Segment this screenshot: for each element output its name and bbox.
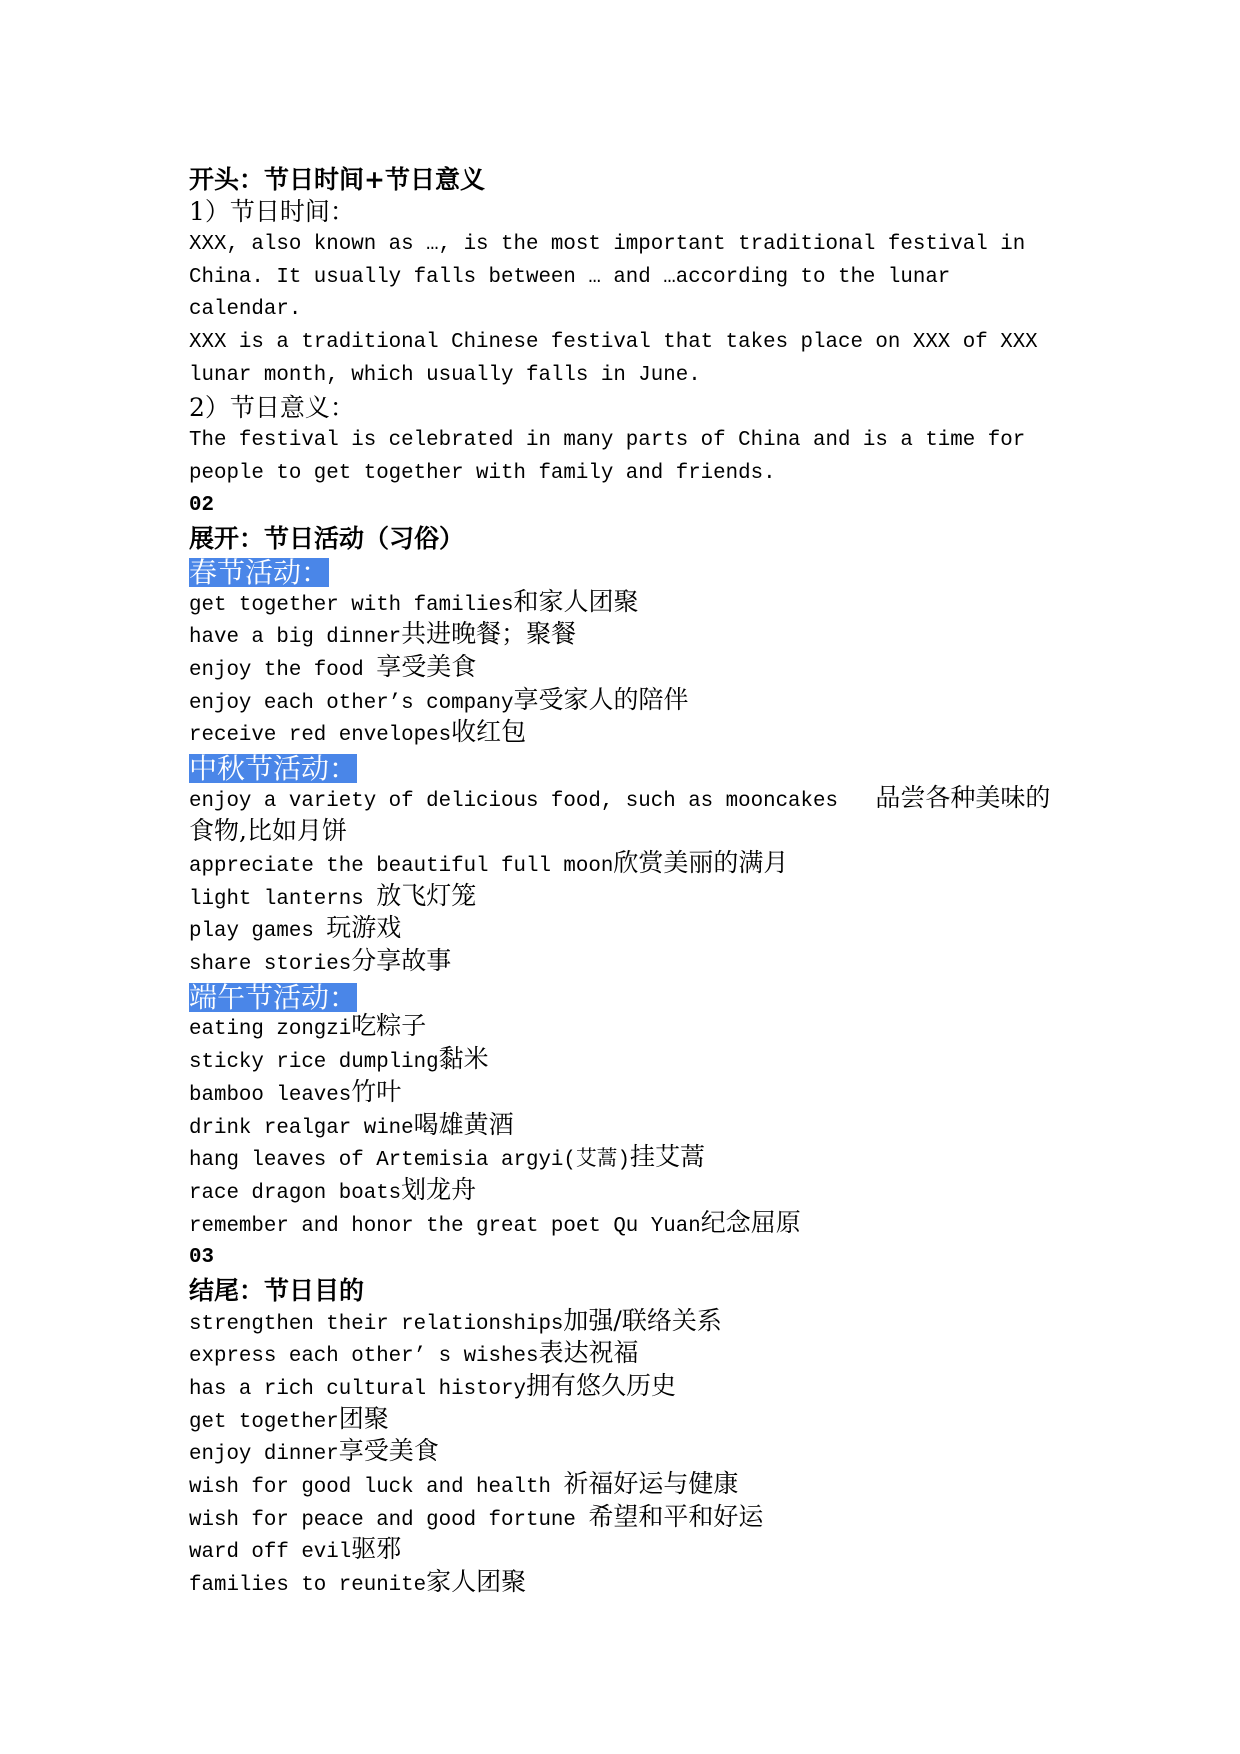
english-phrase: wish for peace and good fortune [189, 1508, 589, 1532]
festival-time-label: 1）节日时间： [189, 197, 355, 227]
festival-time-paragraph: XXX, also known as …, is the most important traditional festival in China. It usually falls between … and …according to the lunar calendar. [189, 232, 1038, 322]
english-phrase: share stories [189, 953, 352, 977]
section-title-row [189, 752, 1055, 785]
chinese-translation: 驱邪 [351, 1534, 402, 1564]
chinese-translation: 祈福好运与健康 [563, 1469, 739, 1499]
chinese-translation: 欣赏美丽的满月 [613, 848, 789, 878]
vocab-item [189, 651, 1055, 687]
chinese-translation: 竹叶 [351, 1076, 402, 1106]
english-phrase: play games [189, 920, 327, 944]
vocab-item [189, 1340, 1055, 1373]
chinese-translation: 和家人团聚 [513, 586, 639, 616]
english-phrase: bamboo leaves [189, 1083, 352, 1107]
chinese-translation: 拥有悠久历史 [525, 1371, 676, 1401]
chinese-translation: 放飞灯笼 [376, 880, 477, 910]
vocab-item [189, 719, 1055, 752]
vocab-item [189, 1501, 1055, 1537]
chinese-translation: 享受美食 [376, 651, 477, 681]
english-phrase: enjoy the food [189, 658, 377, 682]
english-phrase: have a big dinner [189, 626, 402, 650]
vocab-item [189, 684, 1055, 720]
english-phrase: hang leaves of Artemisia argyi(艾蒿) [189, 1149, 630, 1173]
vocab-item [189, 1438, 1055, 1471]
vocab-item [189, 1569, 1055, 1602]
conclusion-heading: 结尾：节日目的 [189, 1275, 365, 1305]
document-body [189, 164, 1055, 1602]
vocab-item [189, 1403, 1055, 1439]
vocab-item [189, 1076, 1055, 1112]
development-heading: 展开：节日活动（习俗） [189, 524, 465, 554]
english-phrase: strengthen their relationships [189, 1312, 564, 1336]
spring-festival-title: 春节活动： [189, 555, 330, 589]
chinese-translation: 收红包 [451, 717, 527, 747]
vocab-item [189, 1013, 1055, 1046]
section-number: 03 [189, 1246, 214, 1270]
english-phrase: light lanterns [189, 887, 377, 911]
english-phrase: eating zongzi [189, 1018, 352, 1042]
vocab-item [189, 948, 1055, 981]
chinese-translation: 玩游戏 [326, 913, 402, 943]
english-phrase: sticky rice dumpling [189, 1051, 439, 1075]
festival-meaning-label: 2）节日意义： [189, 393, 355, 423]
chinese-translation: 品尝各种美味的食物,比如月饼 [189, 782, 1051, 846]
vocab-item [189, 1373, 1055, 1406]
festival-time-paragraph: XXX is a traditional Chinese festival that takes place on XXX of XXX lunar month, which usually falls in June. [189, 330, 1051, 387]
chinese-translation: 家人团聚 [426, 1567, 527, 1597]
chinese-translation: 希望和平和好运 [588, 1501, 764, 1531]
section-number: 02 [189, 494, 214, 518]
vocab-item [189, 850, 1055, 883]
dragon-boat-festival-title: 端午节活动： [189, 980, 358, 1014]
vocab-item [189, 1207, 1055, 1243]
english-phrase: drink realgar wine [189, 1116, 414, 1140]
chinese-translation: 享受家人的陪伴 [513, 684, 689, 714]
opening-heading: 开头：节日时间+节日意义 [189, 164, 485, 194]
english-phrase: families to reunite [189, 1574, 427, 1598]
english-phrase: enjoy dinner [189, 1443, 339, 1467]
festival-meaning-paragraph: The festival is celebrated in many parts of China and is a time for people to get together with family and friends. [189, 429, 1038, 485]
vocab-item [189, 1471, 1055, 1504]
english-phrase: has a rich cultural history [189, 1378, 526, 1402]
vocab-item [189, 1144, 1055, 1177]
chinese-translation: 挂艾蒿 [629, 1142, 705, 1172]
english-phrase: get together with families [189, 593, 514, 617]
chinese-translation: 团聚 [338, 1403, 389, 1433]
english-phrase: appreciate the beautiful full moon [189, 855, 614, 879]
chinese-translation: 纪念屈原 [700, 1207, 801, 1237]
chinese-translation: 划龙舟 [401, 1174, 477, 1204]
chinese-translation: 共进晚餐；聚餐 [401, 619, 577, 649]
english-phrase: race dragon boats [189, 1181, 402, 1205]
vocab-item [189, 1046, 1055, 1079]
section-title-row [189, 556, 1055, 589]
english-phrase: wish for good luck and health [189, 1476, 564, 1500]
chinese-translation: 加强/联络关系 [563, 1305, 722, 1335]
english-phrase: get together [189, 1410, 339, 1434]
vocab-item [189, 1536, 1055, 1569]
english-phrase: remember and honor the great poet Qu Yuan [189, 1214, 701, 1238]
vocab-item [189, 880, 1055, 916]
section-title-row [189, 981, 1055, 1014]
chinese-translation: 分享故事 [351, 946, 452, 976]
vocab-item [189, 782, 1055, 850]
vocab-item [189, 1174, 1055, 1210]
english-phrase: enjoy each other’s company [189, 691, 514, 715]
vocab-item [189, 586, 1055, 622]
vocab-item [189, 915, 1055, 948]
vocab-item [189, 621, 1055, 654]
chinese-translation: 表达祝福 [538, 1338, 639, 1368]
chinese-translation: 享受美食 [338, 1436, 439, 1466]
chinese-translation: 吃粽子 [351, 1011, 427, 1041]
english-phrase: express each other’ s wishes [189, 1345, 539, 1369]
vocab-item [189, 1109, 1055, 1145]
english-phrase: receive red envelopes [189, 724, 452, 748]
english-phrase: enjoy a variety of delicious food, such as mooncakes [189, 789, 876, 813]
chinese-translation: 黏米 [438, 1044, 489, 1074]
mid-autumn-festival-title: 中秋节活动： [189, 751, 358, 785]
english-phrase: ward off evil [189, 1541, 352, 1565]
chinese-translation: 喝雄黄酒 [413, 1109, 514, 1139]
vocab-item [189, 1305, 1055, 1341]
